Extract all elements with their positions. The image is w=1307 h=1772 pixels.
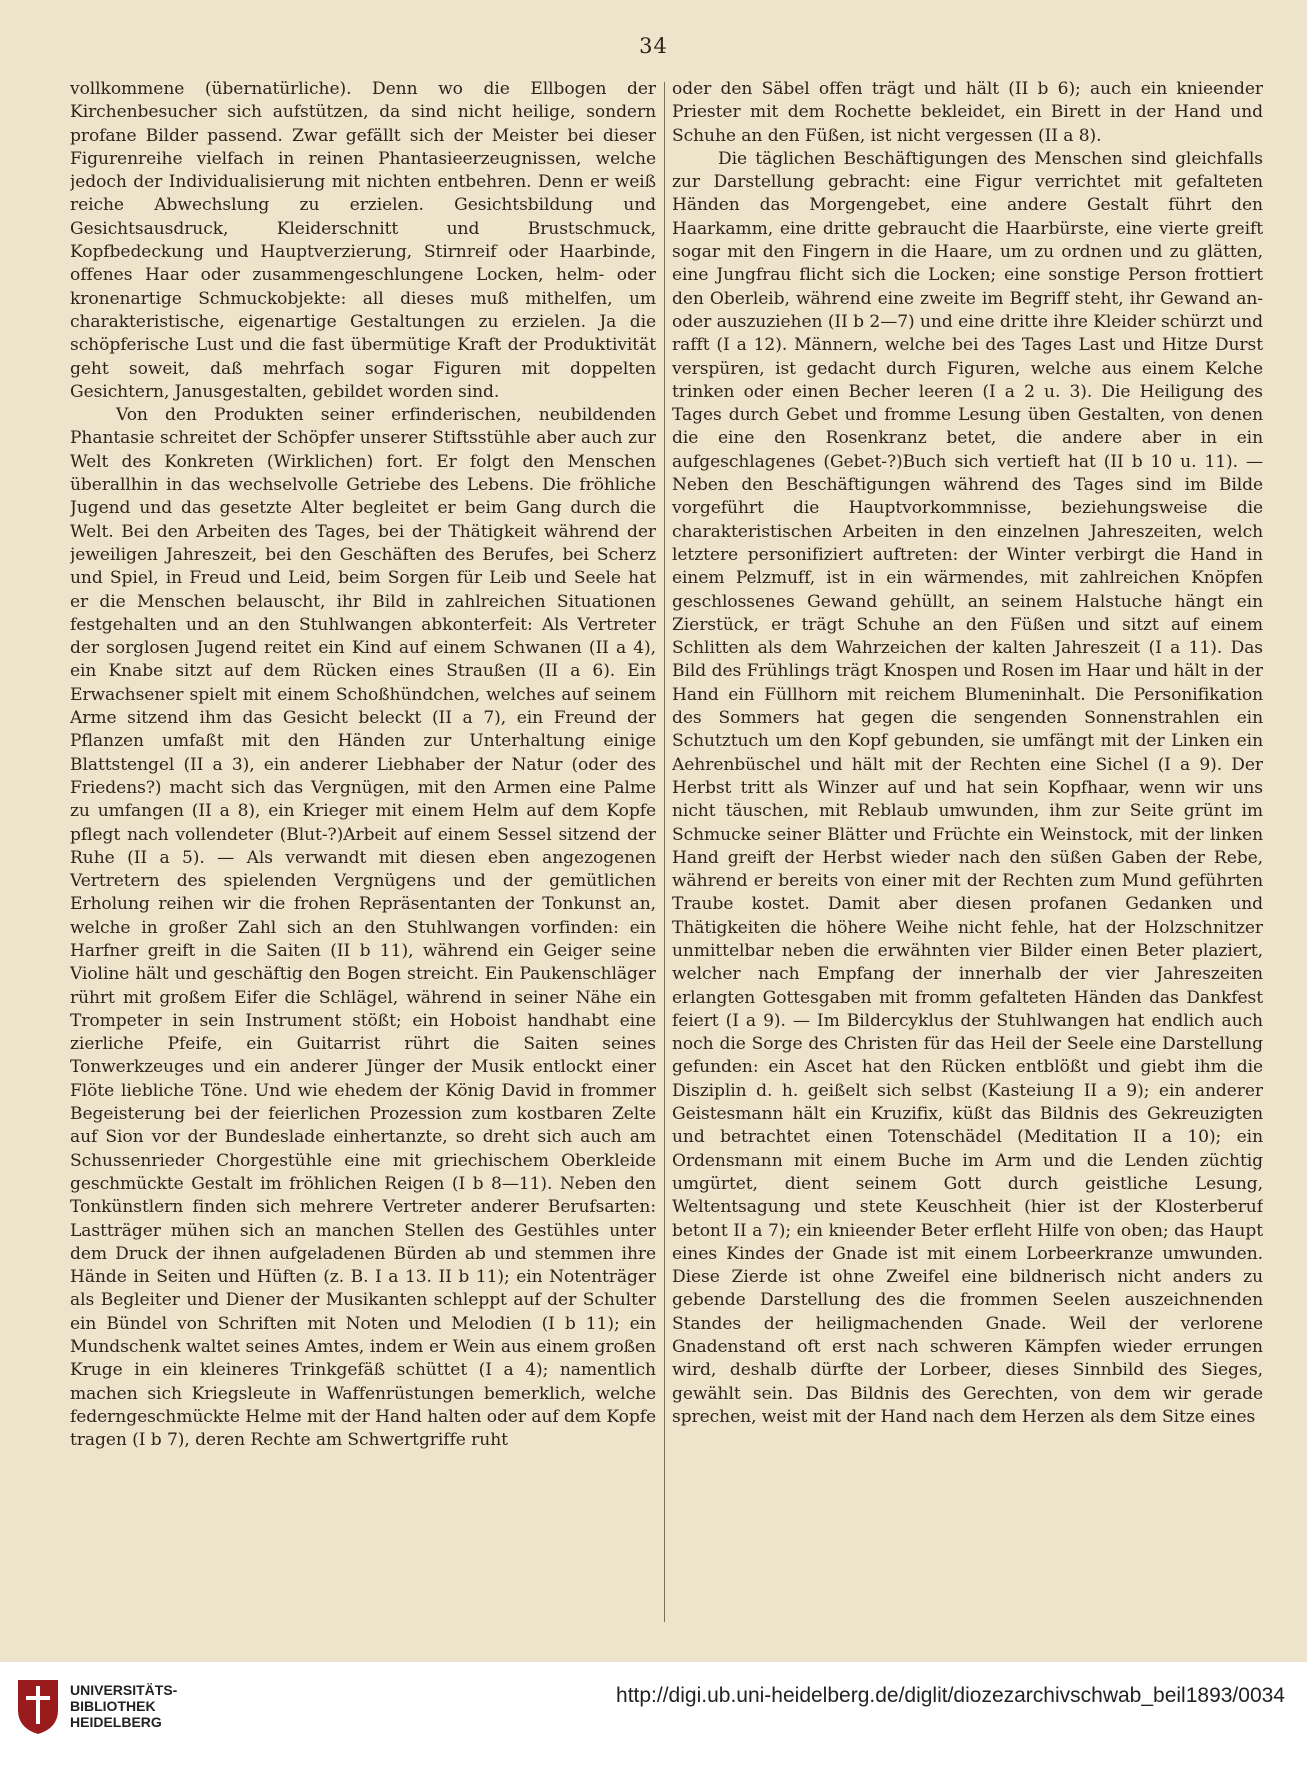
library-name-line: UNIVERSITÄTS- [70,1682,178,1698]
paragraph: oder den Säbel offen trägt und hält (II b 6); auch ein knieender Priester mit dem Rochette bekleidet, ein Birett in der Hand und Schuhe an den Füßen, ist nicht vergessen (II a 8). [672,79,1263,146]
paragraph: Von den Produkten seiner erfinderischen, neubildenden Phantasie schreitet der Schöpfer unserer Stiftsstühle aber auch zur Welt des Konkreten (Wirklichen) fort. Er folgt den Menschen überallhin in das wechselvolle Getriebe des Lebens. Die fröhliche Jugend und das gesetzte Alter begleitet er beim Gang durch die Welt. Bei den Arbeiten des Tages, bei der Thätigkeit während der jeweiligen Jahreszeit, bei den Geschäften des Berufes, bei Scherz und Spiel, in Freud und Leid, beim Sorgen für Leib und Seele hat er die Menschen belauscht, ihr Bild in zahlreichen Situationen festgehalten und an den Stuhlwangen abkonterfeit: Als Vertreter der sorglosen Jugend reitet ein Kind auf einem Schwanen (II a 4), ein Knabe sitzt auf dem Rücken eines Straußen (II a 6). Ein Erwachsener spielt mit einem Schoßhündchen, welches auf seinem Arme sitzend ihm das Gesicht beleckt (II a 7), ein Freund der Pflanzen umfaßt mit den Händen zur Unterhaltung einige Blattstengel (II a 3), ein anderer Liebhaber der Natur (oder des Friedens?) macht sich das Vergnügen, mit den Armen eine Palme zu umfangen (II a 8), ein Krieger mit einem Helm auf dem Kopfe pflegt nach vollendeter (Blut-?)Arbeit auf einem Sessel sitzend der Ruhe (II a 5). — Als verwandt mit diesen eben angezogenen Vertretern des spielenden Vergnügens und der gemütlichen Erholung reihen wir die frohen Repräsentanten der Tonkunst an, welche in großer Zahl sich an den Stuhlwangen vorfinden: ein Harfner greift in die Saiten (II b 11), während ein Geiger seine Violine hält und geschäftig den Bogen streicht. Ein Paukenschläger rührt mit großem Eifer die Schlägel, während in seiner Nähe ein Trompeter in sein Instrument stößt; ein Hoboist handhabt eine zierliche Pfeife, ein Guitarrist rührt die Saiten seines Tonwerkzeuges und ein anderer Jünger der Musik entlockt einer Flöte liebliche Töne. Und wie ehedem der König David in frommer Begeisterung bei der feierlichen Prozession zum kostbaren Zelte auf Sion vor der Bundeslade einhertanzte, so dreht sich auch am Schussenrieder Chorgestühle eine mit griechischem Oberkleide geschmückte Gestalt im fröhlichen Reigen (I b 8—11). Neben den Tonkünstlern finden sich mehrere Vertreter anderer Berufsarten: Lastträger mühen sich an manchen Stellen des Gestühles unter dem Druck der ihnen aufgeladenen Bürden ab und stemmen ihre Hände in Seiten und Hüften (z. B. I a 13. II b 11); ein Notenträger als Begleiter und Diener der Musikanten schleppt auf der Schulter ein Bündel von Schriften mit Noten und Melodien (I b 11); ein Mundschenk waltet seines Amtes, indem er Wein aus einem großen Kruge in ein kleineres Trinkgefäß schüttet (I a 4); namentlich machen sich Kriegsleute in Waffenrüstungen bemerklich, welche federngeschmückte Helme mit der Hand halten oder auf dem Kopfe tragen (I b 7), deren Rechte am Schwertgriffe ruht [70,405,656,1451]
column-divider [664,82,665,1622]
paragraph: Die täglichen Beschäftigungen des Menschen sind gleichfalls zur Darstellung gebracht: eine Figur verrichtet mit gefalteten Händen das Morgengebet, eine andere Gestalt führt den Haarkamm, eine dritte gebraucht die Haarbürste, eine vierte greift sogar mit den Fingern in die Haare, um zu ordnen und zu glätten, eine Jungfrau flicht sich die Locken; eine sonstige Person frottiert den Oberleib, während eine zweite im Begriff steht, ihr Gewand an- oder auszuziehen (II b 2—7) und eine dritte ihre Kleider schürzt und rafft (I a 12). Männern, welche bei des Tages Last und Hitze Durst verspüren, ist gedacht durch Figuren, welche aus einem Kelche trinken oder einen Becher leeren (I a 2 u. 3). Die Heiligung des Tages durch Gebet und fromme Lesung üben Gestalten, von denen die eine den Rosenkranz betet, die andere aber in ein aufgeschlagenes (Gebet-?)Buch sich vertieft hat (II b 10 u. 11). — Neben den Beschäftigungen während des Tages sind im Bilde vorgeführt die Hauptvorkommnisse, beziehungsweise die charakteristischen Arbeiten in den einzelnen Jahreszeiten, welch letztere personifiziert auftreten: der Winter verbirgt die Hand in einem Pelzmuff, ist in ein wärmendes, mit zahlreichen Knöpfen geschlossenes Gewand gehüllt, an seinem Halstuche hängt ein Zierstück, er trägt Schuhe an den Füßen und sitzt auf einem Schlitten als dem Wahrzeichen der kalten Jahreszeit (I a 11). Das Bild des Frühlings trägt Knospen und Rosen im Haar und hält in der Hand ein Füllhorn mit reichem Blumeninhalt. Die Personifikation des Sommers hat gegen die sengenden Sonnenstrahlen ein Schutztuch um den Kopf gebunden, sie umfängt mit der Linken ein Aehrenbüschel und hält mit der Rechten eine Sichel (I a 9). Der Herbst tritt als Winzer auf und hat sein Kopfhaar, wenn wir uns nicht täuschen, mit Reblaub umwunden, ihm zur Seite grünt im Schmucke seiner Blätter und Früchte ein Weinstock, mit der linken Hand greift der Herbst wieder nach den süßen Gaben der Rebe, während er bereits von einer mit der Rechten zum Mund geführten Traube kostet. Damit aber diesen profanen Gedanken und Thätigkeiten die höhere Weihe nicht fehle, hat der Holzschnitzer unmittelbar neben die erwähnten vier Bilder einen Beter plaziert, welcher nach Empfang der innerhalb der vier Jahreszeiten erlangten Gottesgaben mit fromm gefalteten Händen das Dankfest feiert (I a 9). — Im Bildercyklus der Stuhlwangen hat endlich auch noch die Sorge des Christen für das Heil der Seele eine Darstellung gefunden: ein Ascet hat den Rücken entblößt und giebt ihm die Disziplin d. h. geißelt sich selbst (Kasteiung II a 9); ein anderer Geistesmann hält ein Kruzifix, küßt das Bildnis des Gekreuzigten und betrachtet einen Totenschädel (Meditation II a 10); ein Ordensmann mit einem Buche im Arm und die Lenden züchtig umgürtet, dient seinem Gott durch geistliche Lesung, Weltentsagung und stete Keuschheit (hier ist der Klosterberuf betont II a 7); ein knieender Beter erfleht Hilfe von oben; das Haupt eines Kindes der Gnade ist mit einem Lorbeerkranze umwunden. Diese Zierde ist ohne Zweifel eine bildnerisch nicht anders zu gebende Darstellung des die frommen Seelen auszeichnenden Standes der heiligmachenden Gnade. Weil der verlorene Gnadenstand oft erst nach schweren Kämpfen wieder errungen wird, deshalb dürfte der Lorbeer, dieses Sinnbild des Sieges, gewählt sein. Das Bildnis des Gerechten, von dem wir gerade sprechen, weist mit der Hand nach dem Herzen als dem Sitze eines [672,148,1263,1427]
footer-bar [0,1662,1307,1772]
left-column [70,78,656,1633]
paragraph: vollkommene (übernatürliche). Denn wo die Ellbogen der Kirchenbesucher sich aufstützen, da sind nicht heilige, sondern profane Bilder passend. Zwar gefällt sich der Meister bei dieser Figurenreihe vielfach in reinen Phantasieerzeugnissen, welche jedoch der Individualisierung mit nichten entbehren. Denn er weiß reiche Abwechslung zu erzielen. Gesichtsbildung und Gesichtsausdruck, Kleiderschnitt und Brustschmuck, Kopfbedeckung und Hauptverzierung, Stirnreif oder Haarbinde, offenes Haar oder zusammengeschlungene Locken, helm- oder kronenartige Schmuckobjekte: all dieses muß mithelfen, um charakteristische, eigenartige Gestaltungen zu erzielen. Ja die schöpferische Lust und die fast übermütige Kraft der Produktivität geht soweit, daß mehrfach sogar Figuren mit doppelten Gesichtern, Janusgestalten, gebildet worden sind. [70,79,656,402]
right-column [672,78,1263,1633]
library-name-line: HEIDELBERG [70,1714,162,1730]
library-name-line: BIBLIOTHEK [70,1698,156,1714]
library-logo-text [70,1682,177,1730]
source-url[interactable]: http://digi.ub.uni-heidelberg.de/diglit/diozezarchivschwab_beil1893/0034 [616,1684,1285,1707]
university-seal-icon [14,1676,62,1736]
page-number: 34 [639,34,668,58]
